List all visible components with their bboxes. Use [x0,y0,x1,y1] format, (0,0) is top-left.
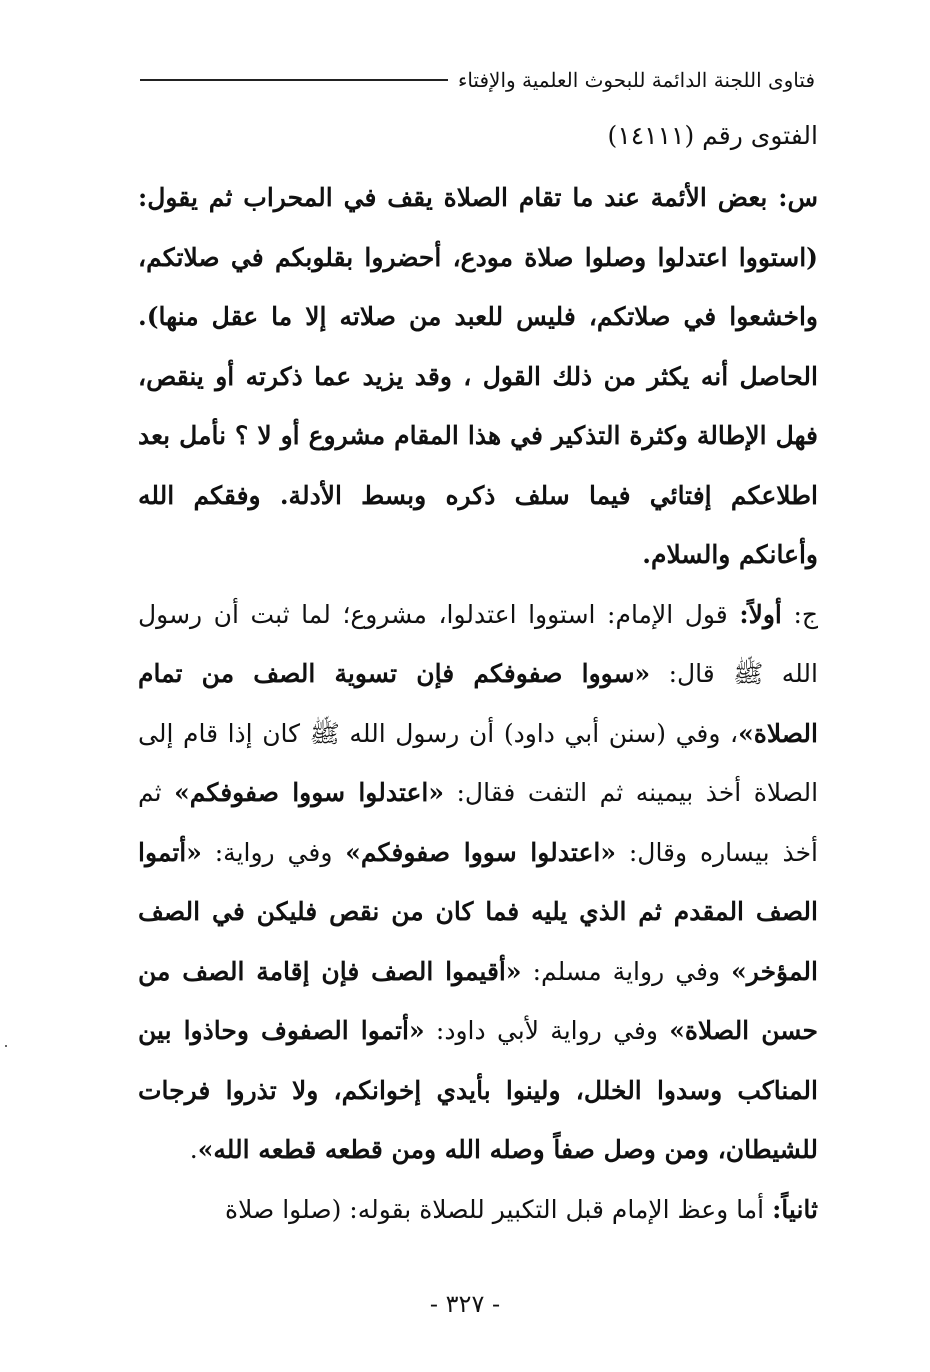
hadith-2: «اعتدلوا سووا صفوفكم» [174,778,444,807]
answer-text-7: . [189,1135,198,1164]
answer-label: ج: [793,599,818,629]
running-header [140,60,815,100]
second-point-label: ثانياً: [772,1194,818,1224]
header-title: فتاوى اللجنة الدائمة للبحوث العلمية والإفتاء [457,68,815,92]
first-point-label: أولاً: [739,599,782,629]
question-paragraph [138,168,818,585]
page-number: - ٣٢٧ - [429,1290,501,1318]
hadith-6: «أتموا الصفوف وحاذوا بين المناكب وسدوا الخلل، ولينوا بأيدي إخوانكم، ولا تذروا فرجات للشيطان، ومن وصل صفاً وصله الله ومن قطعه قطعه الله» [138,1016,818,1164]
answer-text-4: وفي رواية: [201,837,346,867]
hadith-5: «أقيموا الصف فإن إقامة الصف من حسن الصلاة» [138,956,818,1045]
page-body [138,110,818,1239]
hadith-1: «سووا صفوفكم فإن تسوية الصف من تمام الصلاة» [138,659,818,748]
fatwa-number: الفتوى رقم (١٤١١١) [607,121,818,150]
second-point-text: أما وعظ الإمام قبل التكبير للصلاة بقوله: (صلوا صلاة [225,1194,765,1224]
answer-text-2: ، وفي (سنن أبي داود) أن رسول الله ﷺ كان إذا قام إلى الصلاة أخذ بيمينه ثم التفت فقال: [138,718,819,807]
answer-text-3: ثم أخذ بيساره وقال: [138,778,819,867]
hadith-3: «اعتدلوا سووا صفوفكم» [345,837,616,867]
question-text: بعض الأئمة عند ما تقام الصلاة يقف في المحراب ثم يقول: (استووا اعتدلوا وصلوا صلاة مودع، أحضروا بقلوبكم في صلاتكم، واخشعوا في صلاتكم، فليس للعبد من صلاته إلا ما عقل منها). الحاصل أنه يكثر من ذلك القول ، وقد يزيد عما ذكرته أو ينقص، فهل الإطالة وكثرة التذكير في هذا المقام مشروع أو لا ؟ نأمل بعد اطلاعكم إفتائي فيما سلف ذكره وبسط الأدلة. وفقكم الله وأعانكم والسلام. [138,183,818,569]
header-rule [140,79,448,81]
answer-paragraph-first [138,585,818,1180]
scan-speck [5,1045,7,1047]
hadith-4: «أتموا الصف المقدم ثم الذي يليه فما كان من نقص فليكن في الصف المؤخر» [138,837,818,986]
answer-text-6: وفي رواية لأبي داود: [424,1016,670,1045]
answer-text-5: وفي رواية مسلم: [521,956,732,986]
answer-paragraph-second [138,1180,818,1240]
answer-text-1: قول الإمام: استووا اعتدلوا، مشروع؛ لما ثبت أن رسول الله ﷺ قال: [138,599,818,688]
question-label: س: [778,183,818,212]
